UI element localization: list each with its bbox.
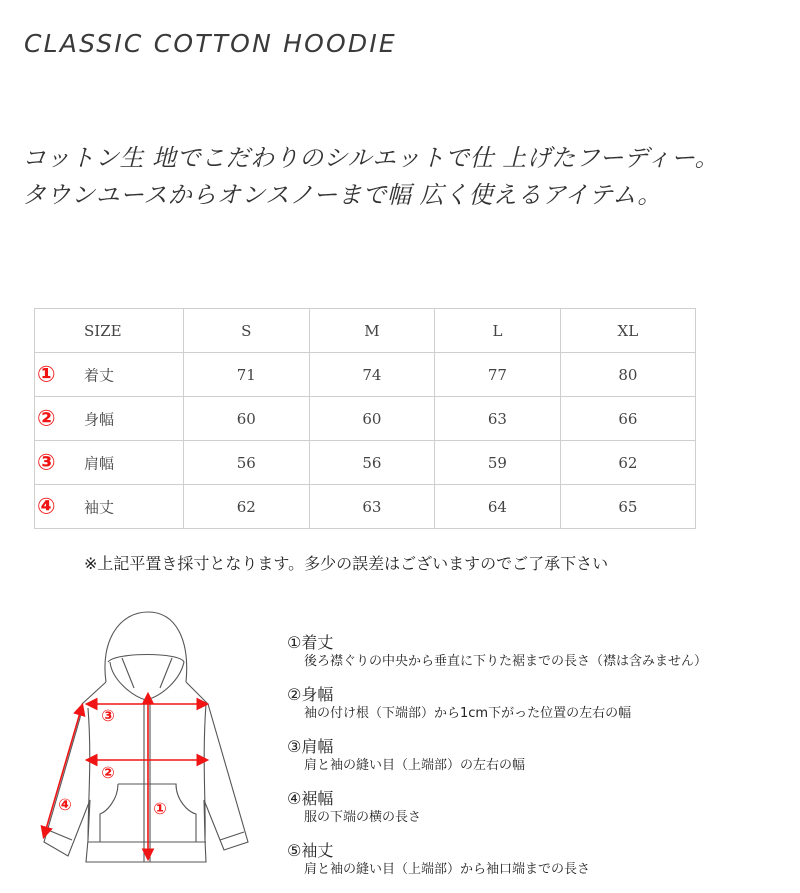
cell: 62: [560, 441, 695, 485]
measurement-note: ※上記平置き採寸となります。多少の誤差はございますのでご了承下さい: [84, 554, 609, 573]
cell: 77: [435, 353, 561, 397]
definition-item: [287, 737, 707, 789]
cell: 59: [435, 441, 561, 485]
cell: 71: [184, 353, 310, 397]
cell: 60: [184, 397, 310, 441]
cell: 56: [184, 441, 310, 485]
table-row: [35, 441, 696, 485]
definition-description: 肩と袖の縫い目（上端部）から袖口端までの長さ: [304, 862, 591, 877]
cell: 56: [309, 441, 435, 485]
marker-4-icon: ④: [37, 494, 56, 519]
definition-description: 後ろ襟ぐりの中央から垂直に下りた裾までの長さ（襟は含みません）: [304, 654, 708, 669]
header-l: L: [435, 309, 561, 353]
diagram-marker-2: ②: [101, 763, 115, 782]
hoodie-illustration-icon: [40, 600, 280, 888]
diagram-marker-3: ③: [101, 706, 115, 725]
product-title: CLASSIC COTTON HOODIE: [24, 28, 397, 58]
tagline-line-2: タウンユースからオンスノーまで幅 広く使えるアイテム。: [22, 181, 662, 209]
diagram-marker-4: ④: [58, 795, 72, 814]
cell: 65: [560, 485, 695, 529]
tagline-line-1: コットン生 地でこだわりのシルエットで仕 上げたフーディー。: [22, 144, 720, 172]
definition-item: [287, 685, 707, 737]
definition-description: 服の下端の横の長さ: [304, 810, 422, 825]
definition-item: [287, 633, 707, 685]
cell: 62: [184, 485, 310, 529]
marker-3-icon: ③: [37, 450, 56, 475]
table-row: [35, 485, 696, 529]
cell: 60: [309, 397, 435, 441]
measurement-definitions: [287, 633, 707, 893]
definition-heading: ④裾幅: [287, 789, 334, 808]
product-tagline: [22, 140, 719, 214]
row-label: ③ 肩幅: [35, 441, 184, 485]
cell: 63: [435, 397, 561, 441]
cell: 74: [309, 353, 435, 397]
row-label: ④ 袖丈: [35, 485, 184, 529]
definition-heading: ⑤袖丈: [287, 841, 334, 860]
size-chart-table: [34, 308, 696, 529]
definition-heading: ①着丈: [287, 633, 334, 652]
header-s: S: [184, 309, 310, 353]
table-header-row: [35, 309, 696, 353]
marker-2-icon: ②: [37, 406, 56, 431]
cell: 66: [560, 397, 695, 441]
header-size: SIZE: [35, 309, 184, 353]
diagram-marker-1: ①: [153, 799, 167, 818]
header-xl: XL: [560, 309, 695, 353]
cell: 64: [435, 485, 561, 529]
definition-description: 肩と袖の縫い目（上端部）の左右の幅: [304, 758, 526, 773]
definition-description: 袖の付け根（下端部）から1cm下がった位置の左右の幅: [304, 706, 632, 721]
marker-1-icon: ①: [37, 362, 56, 387]
hoodie-diagram: [40, 600, 280, 888]
definition-heading: ③肩幅: [287, 737, 334, 756]
definition-item: [287, 841, 707, 893]
row-label: ① 着丈: [35, 353, 184, 397]
row-label: ② 身幅: [35, 397, 184, 441]
table-row: [35, 397, 696, 441]
header-m: M: [309, 309, 435, 353]
definition-heading: ②身幅: [287, 685, 334, 704]
cell: 63: [309, 485, 435, 529]
cell: 80: [560, 353, 695, 397]
definition-item: [287, 789, 707, 841]
table-row: [35, 353, 696, 397]
